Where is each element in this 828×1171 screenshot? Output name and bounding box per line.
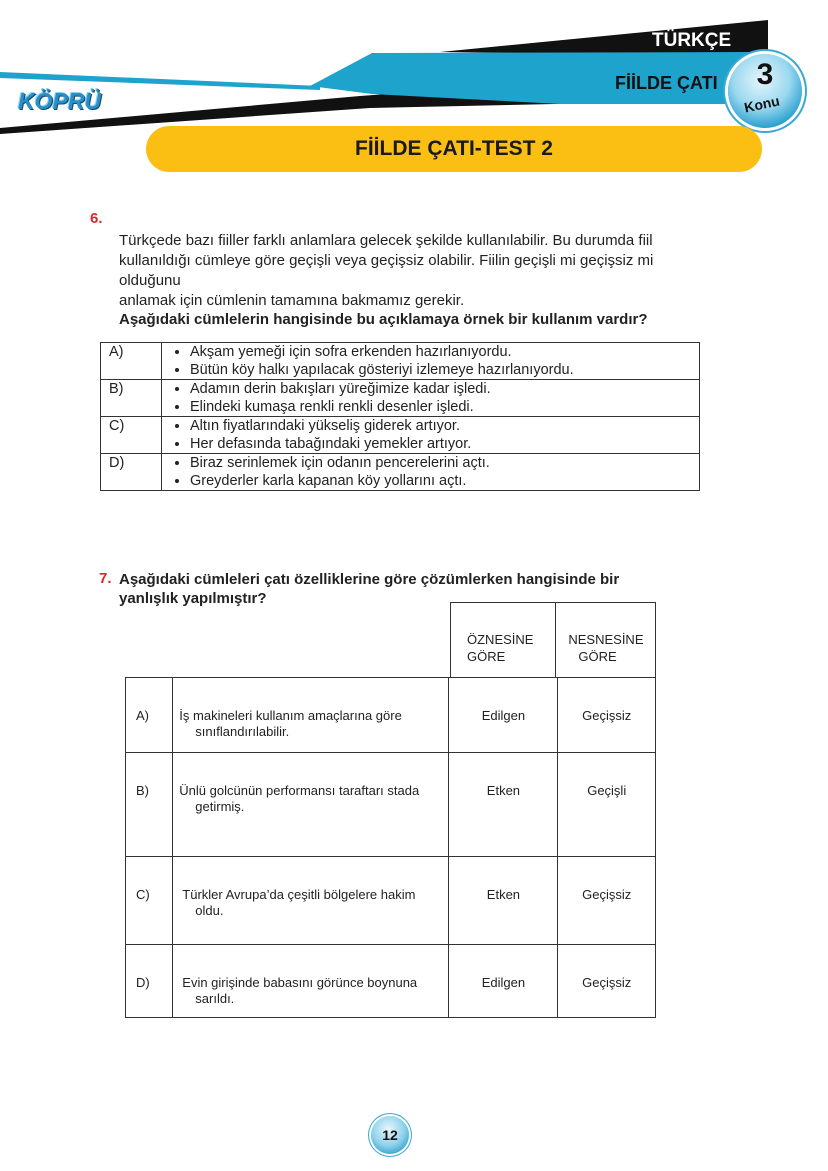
question-7-column-headers xyxy=(450,602,656,678)
sentence: • Adamın derin bakışları yüreğimize kadar işledi. xyxy=(190,380,699,398)
sentence: • Altın fiyatlarındaki yükseliş giderek artıyor. xyxy=(190,417,699,435)
option-label: D) xyxy=(126,945,173,1018)
option-sentences xyxy=(162,417,700,454)
page-number-badge: 12 xyxy=(371,1116,409,1154)
object-voice: Geçişsiz xyxy=(558,945,656,1018)
sentence: • Greyderler karla kapanan köy yollarını açtı. xyxy=(190,472,699,490)
test-title: FİİLDE ÇATI-TEST 2 xyxy=(355,137,553,160)
option-row-b[interactable] xyxy=(101,380,700,417)
question-6-paragraph xyxy=(119,231,719,311)
subject-voice: Etken xyxy=(449,753,558,857)
sentence: • Biraz serinlemek için odanın pencerelerini açtı. xyxy=(190,454,699,472)
subject-voice: Edilgen xyxy=(449,678,558,753)
subject-voice: Edilgen xyxy=(449,945,558,1018)
column-header-object xyxy=(556,603,656,678)
unit-label: Konu xyxy=(742,92,782,116)
question-7-options-table xyxy=(125,677,656,1018)
sentence-line: Evin girişinde babasını görünce boynuna xyxy=(182,975,418,990)
sentence-line: getirmiş. xyxy=(195,799,245,814)
option-sentence xyxy=(173,678,449,753)
option-sentences xyxy=(162,454,700,491)
paragraph-line: Türkçede bazı fiiller farklı anlamlara gelecek şekilde kullanılabilir. Bu durumda fiil xyxy=(119,232,653,249)
option-label: A) xyxy=(101,343,162,380)
sentence-line: Türkler Avrupa’da çeşitli bölgelere hakim xyxy=(182,887,416,902)
sentence-line: sınıflandırılabilir. xyxy=(195,724,290,739)
header-line: NESNESİNE xyxy=(568,632,644,647)
option-row-b[interactable] xyxy=(126,753,656,857)
question-7-prompt: Aşağıdaki cümleleri çatı özelliklerine göre çözümlerken hangisinde bir yanlışlık yapılmıştır? xyxy=(119,571,620,607)
object-voice: Geçişsiz xyxy=(558,678,656,753)
option-label: C) xyxy=(126,857,173,945)
option-label: D) xyxy=(101,454,162,491)
header-line: GÖRE xyxy=(467,649,506,664)
column-header-subject xyxy=(451,603,556,678)
test-title-bar xyxy=(146,126,762,172)
option-label: C) xyxy=(101,417,162,454)
sentence-line: oldu. xyxy=(195,903,224,918)
header-banner-graphic xyxy=(0,0,828,140)
header-line: ÖZNESİNE xyxy=(467,632,534,647)
subject-label: TÜRKÇE xyxy=(652,30,732,51)
sentence: • Elindeki kumaşa renkli renkli desenler işledi. xyxy=(190,398,699,416)
unit-number: 3 xyxy=(756,58,774,91)
option-row-d[interactable] xyxy=(101,454,700,491)
paragraph-line: kullanıldığı cümleye göre geçişli veya geçişsiz olabilir. Fiilin geçişli mi geçişsiz mi olduğunu xyxy=(119,252,654,289)
question-7-number: 7. xyxy=(99,570,112,587)
option-label: B) xyxy=(126,753,173,857)
option-row-d[interactable] xyxy=(126,945,656,1018)
option-sentence xyxy=(173,945,449,1018)
option-row-a[interactable] xyxy=(101,343,700,380)
question-6-prompt: Aşağıdaki cümlelerin hangisinde bu açıklamaya örnek bir kullanım vardır? xyxy=(119,311,648,328)
paragraph-line: anlamak için cümlenin tamamına bakmamız gerekir. xyxy=(119,292,465,309)
option-sentence xyxy=(173,857,449,945)
sentence-line: İş makineleri kullanım amaçlarına göre xyxy=(179,708,402,723)
option-sentence xyxy=(173,753,449,857)
subject-voice: Etken xyxy=(449,857,558,945)
option-row-a[interactable] xyxy=(126,678,656,753)
header-line: GÖRE xyxy=(578,649,617,664)
sentence: • Bütün köy halkı yapılacak gösteriyi izlemeye hazırlanıyordu. xyxy=(190,361,699,379)
option-label: A) xyxy=(126,678,173,753)
object-voice: Geçişsiz xyxy=(558,857,656,945)
option-label: B) xyxy=(101,380,162,417)
sentence-line: sarıldı. xyxy=(195,991,235,1006)
option-row-c[interactable] xyxy=(126,857,656,945)
sentence-line: Ünlü golcünün performansı taraftarı stada xyxy=(179,783,420,798)
question-6-number: 6. xyxy=(90,210,103,227)
question-6-options-table xyxy=(100,342,700,491)
unit-badge xyxy=(728,54,802,128)
object-voice: Geçişli xyxy=(558,753,656,857)
sentence: • Her defasında tabağındaki yemekler artıyor. xyxy=(190,435,699,453)
topic-label: FİİLDE ÇATI xyxy=(615,73,718,93)
sentence: • Akşam yemeği için sofra erkenden hazırlanıyordu. xyxy=(190,343,699,361)
option-row-c[interactable] xyxy=(101,417,700,454)
option-sentences xyxy=(162,343,700,380)
publisher-logo: KÖPRÜ xyxy=(18,88,102,114)
option-sentences xyxy=(162,380,700,417)
